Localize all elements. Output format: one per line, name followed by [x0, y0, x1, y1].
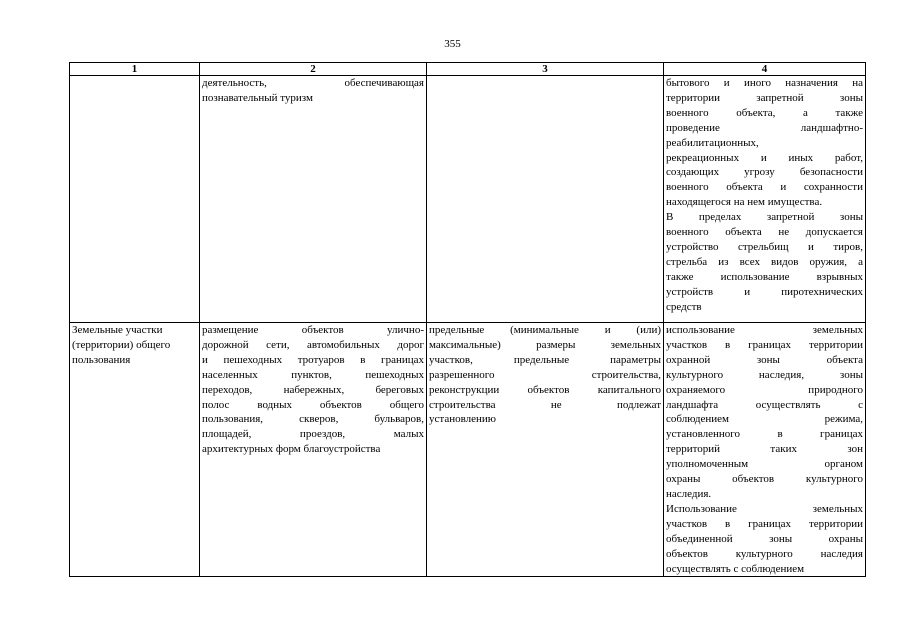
table-row — [70, 76, 866, 323]
cell-text-line: охранной зоны объекта — [666, 353, 863, 366]
cell-text-line: бытового и иного назначения на — [666, 77, 863, 89]
cell-text-line: рекреационных и иных работ, — [666, 151, 863, 164]
cell-text-line: деятельность, обеспечивающая — [202, 77, 424, 89]
column-header-2: 2 — [200, 63, 427, 76]
cell-text-line: полос водных объектов общего — [202, 398, 424, 411]
cell-text-line: установлению — [429, 413, 497, 426]
row-2-parameters-cell — [427, 323, 664, 577]
row-1-zone-cell — [70, 76, 200, 323]
cell-text-line: устройство стрельбищ и тиров, — [666, 240, 863, 253]
cell-text-line: военного объекта и сохранности — [666, 181, 863, 194]
cell-text-line: размещение объектов улично- — [202, 324, 424, 336]
cell-text-line: осуществлять с соблюдением — [666, 562, 805, 575]
cell-text-line: охраняемого природного — [666, 383, 863, 396]
land-use-table — [69, 62, 866, 577]
cell-text-line: объектов культурного наследия — [666, 547, 863, 560]
column-header-4: 4 — [664, 63, 866, 76]
cell-text-line: наследия. — [666, 487, 712, 500]
cell-text-line: военного объекта, а также — [666, 106, 863, 119]
cell-text-line: находящегося на нем имущества. — [666, 196, 823, 209]
cell-text-line: пользования, скверов, бульваров, — [202, 413, 424, 426]
cell-text-line: культурного наследия, зоны — [666, 368, 863, 381]
page-number: 355 — [444, 38, 461, 50]
cell-text-line: территорий таких зон — [666, 443, 863, 456]
cell-text-line: проведение ландшафтно- — [666, 121, 863, 134]
row-2-restrictions-cell — [664, 323, 866, 577]
cell-text-line: населенных пунктов, пешеходных — [202, 368, 424, 381]
cell-text-line: использование земельных — [666, 324, 863, 336]
cell-text-line: познавательный туризм — [202, 91, 313, 104]
cell-text-line: дорожной сети, автомобильных дорог — [202, 338, 424, 351]
cell-text-line: объединенной зоны охраны — [666, 532, 863, 545]
table-row — [70, 323, 866, 577]
column-header-1: 1 — [70, 63, 200, 76]
row-1-restrictions-cell — [664, 76, 866, 323]
cell-text-line: участков, предельные параметры — [429, 353, 661, 366]
cell-text-line: территории запретной зоны — [666, 91, 863, 104]
cell-text-line: участков в границах территории — [666, 338, 863, 351]
cell-text-line: строительства не подлежат — [429, 398, 661, 411]
cell-text-line: В пределах запретной зоны — [666, 211, 863, 224]
column-header-3: 3 — [427, 63, 664, 76]
cell-text-line: разрешенного строительства, — [429, 368, 661, 381]
cell-text-line: уполномоченным органом — [666, 458, 863, 471]
cell-text-line: реконструкции объектов капитального — [429, 383, 661, 396]
cell-text-line: стрельба из всех видов оружия, а — [666, 255, 863, 268]
cell-text-line: также использование взрывных — [666, 270, 863, 283]
cell-text-line: соблюдением режима, — [666, 413, 863, 426]
cell-text-line: участков в границах территории — [666, 517, 863, 530]
row-2-permitted-use-cell — [200, 323, 427, 577]
cell-text-line: охраны объектов культурного — [666, 473, 863, 486]
row-1-permitted-use-cell — [200, 76, 427, 323]
cell-text-line: и пешеходных тротуаров в границах — [202, 353, 424, 366]
cell-text-line: ландшафта осуществлять с — [666, 398, 863, 411]
cell-text-line: реабилитационных, — [666, 136, 759, 149]
cell-text-line: военного объекта не допускается — [666, 226, 863, 239]
table-header-row — [70, 63, 866, 76]
cell-text-line: (территории) общего — [72, 338, 171, 351]
cell-text-line: устройств и пиротехнических — [666, 285, 863, 298]
cell-text-line: переходов, набережных, береговых — [202, 383, 424, 396]
cell-text-line: пользования — [72, 353, 131, 366]
cell-text-line: Земельные участки — [72, 324, 163, 336]
cell-text-line: максимальные) размеры земельных — [429, 338, 661, 351]
cell-text-line: Использование земельных — [666, 502, 863, 515]
cell-text-line: площадей, проездов, малых — [202, 428, 424, 441]
row-1-parameters-cell — [427, 76, 664, 323]
row-2-zone-cell — [70, 323, 200, 577]
cell-text-line: архитектурных форм благоустройства — [202, 443, 381, 456]
cell-text-line: установленного в границах — [666, 428, 863, 441]
cell-text-line: средств — [666, 300, 702, 313]
cell-text-line: предельные (минимальные и (или) — [429, 324, 661, 336]
cell-text-line: создающих угрозу безопасности — [666, 166, 863, 179]
